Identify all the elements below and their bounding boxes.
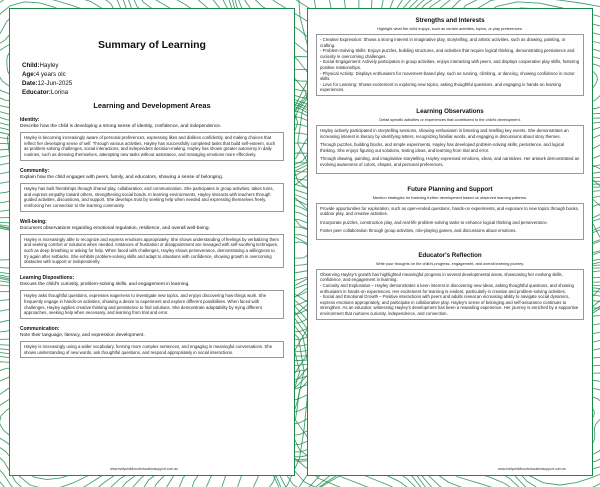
section-label: Identity: xyxy=(20,117,40,123)
identity-section xyxy=(20,117,284,161)
section-heading: Learning Observations xyxy=(416,107,484,115)
section-description: Discuss the child's curiosity, problem-solving skills, and engagement in learning. xyxy=(20,282,190,288)
page-title: Summary of Learning xyxy=(98,39,206,51)
strengths-section xyxy=(308,17,592,96)
section-heading: Strengths and Interests xyxy=(415,17,485,24)
summary-page-left xyxy=(9,8,295,476)
section-text-box: Hayley asks thoughtful questions, expresses eagerness to investigate new topics, and enjoys discovering how things work. She frequently engage in hands-on activities, showing a desire to experiment and explore different possibilities. When faced with challenges, Hayley applies creative thinking and persistence to find solutions. She demonstrate adaptability by trying different approaches, seeking help when necessary, and learning from trial and error. xyxy=(20,290,284,319)
section-label: Well-being: xyxy=(20,218,47,225)
reflection-box xyxy=(316,269,584,320)
child-label: Child: xyxy=(22,62,40,69)
section-label: Community: xyxy=(20,167,50,174)
section-text-box: Hayley has built friendships through shared play, collaboration, and communication. She participates in group activities, takes turns, and express empathy toward others, strengthening social bonds. In learning environments, Hayley interacts with teachers through guided activities, discussions, and support. She develops trust by seeking help when needed and expressing themselves freely, reinforcing her connection to the learning community. xyxy=(20,183,284,212)
strength-item: - Physical Activity: Displays enthusiasm for movement-based play, such as running, climbing, or dancing, showing confidence in motor skills. xyxy=(320,70,575,82)
section-heading: Educator's Reflection xyxy=(418,251,482,259)
summary-page-right xyxy=(307,8,593,476)
reflection-section xyxy=(308,252,592,320)
section-text-box: Hayley is increasingly able to recognize and express emotions appropriately. She shows understanding of feelings by verbalizing them and seeking comfort or solutions when needed. Instances of frustration or disappointment are managed with self-soothing techniques, such as deep breathing or asking for help. When faced with challenges, Hayley shows perseverance, demonstrating a willingness to try again after setbacks. She exhibits problem-solving skills and adapt to situations with confidence, showing growth in overcoming obstacles with support or independently. xyxy=(20,234,284,269)
strength-item: - Creative Expression: Shows a strong interest in imaginative play, storytelling, and artistic activities, such as drawing, painting, or crafting. xyxy=(320,37,566,48)
observations-box xyxy=(316,125,584,174)
wellbeing-section xyxy=(20,219,284,269)
section-text-box: Hayley is becoming increasingly aware of personal preferences, expressing likes and dislikes confidently, and making choices that reflect her developing sense of self. Through various activities, Hayley has successfully completed tasks that build self-esteem, such as problem-solving challenges, social interactions, and independent decision-making. Hayley has shown greater autonomy in daily routines, such as dressing themselves, attempting new tasks without assistance, and managing emotions more effectively. xyxy=(20,132,284,161)
strength-item: - Love for Learning: Shows excitement in exploring new topics, asking thoughtful questions, and engaging in hands-on learning experiences. xyxy=(320,81,562,93)
child-info xyxy=(22,61,294,97)
section-label: Communication: xyxy=(20,325,60,332)
section-description: Document observations regarding emotional regulation, resilience, and overall well-being. xyxy=(20,225,210,231)
future-planning-section xyxy=(308,186,592,240)
reflection-item: - Curiosity and Exploration – Hayley demonstrates a keen interest in discovering new ideas, asking thoughtful questions, and showing enthusiasm in hands-on experiences. Her excitement for learning is evident, particularly in creative and problem-solving activities. xyxy=(320,283,574,294)
section-text-box: Hayley is increasingly using a wider vocabulary, forming more complex sentences, and engaging in meaningful conversations. She shows understanding of new words, ask thoughtful questions, and respond appropriately in social interactions. xyxy=(20,341,284,358)
planning-paragraph: Incorporate puzzles, construction play, and real-life problem-solving tasks to enhance logical thinking and perseverance. xyxy=(320,219,549,225)
section-heading: Future Planning and Support xyxy=(407,185,493,193)
observation-paragraph: Hayley actively participated in storytelling sessions, showing enthusiasm in listening and retelling key events. She demonstrates an increasing interest in literacy by identifying letters, recognizing familiar words, and engaging in discussions about story themes. xyxy=(320,127,569,139)
footer-url: www.earlychildhoodeducationsupport.com.au xyxy=(498,467,567,471)
date-label: Date: xyxy=(22,80,38,87)
child-age: 4 years olc xyxy=(35,71,66,78)
strength-item: - Social Engagement: Actively participates in group activities, enjoys interacting with peers, and displays cooperative play skills, fostering positive relationships. xyxy=(320,59,580,70)
footer-url: www.earlychildhoodeducationsupport.com.au xyxy=(110,467,179,471)
section-description: Describe how the child is developing a strong sense of identity, confidence, and independence. xyxy=(20,124,222,129)
future-planning-box xyxy=(316,203,584,240)
section-heading: Learning and Development Areas xyxy=(93,101,211,110)
observation-paragraph: Through puzzles, building blocks, and simple experiments, Hayley has developed problem-solving skills, persistence, and logical thinking. She enjoys figuring out solutions, testing ideas, and learning from trial and error. xyxy=(320,142,565,153)
section-subtitle: Mention strategies for fostering further development based on observed learning patterns. xyxy=(372,194,528,200)
child-name: Hayley xyxy=(39,62,59,69)
report-date: 12-Jun-2025 xyxy=(37,80,73,87)
section-subtitle: Highlight what the child enjoys, such as certain activities, topics, or play preferences. xyxy=(377,26,523,31)
age-label: Age: xyxy=(22,71,36,78)
section-label: Learning Dispositions: xyxy=(20,275,75,282)
strength-item: - Problem-Solving Skills: Enjoys puzzles, building structures, and activities that require logical thinking, demonstrating persistence and curiosity in overcoming challenges. xyxy=(320,48,575,59)
planning-paragraph: Foster peer collaboration through group activities, role-playing games, and discussions about emotions. xyxy=(320,228,517,234)
strengths-box xyxy=(316,34,584,96)
section-description: Explain how the child engages with peers, family, and educators, showing a sense of belonging. xyxy=(20,174,224,180)
reflection-item: - Social and Emotional Growth – Positive interactions with peers and adults reveal an increasing ability to navigate social dynamics, express emotions appropriately, and participate in collaborative play. Hayley's sense of belonging and self-assurance continues to strengthen. As an educator, witnessing Hayley's development has been a rewarding experience. Her journey is enriched by a supportive environment that nurtures curiosity, independence, and connection. xyxy=(320,294,579,317)
planning-paragraph: Provide opportunities for exploration, such as open-ended questions, hands-on experiments, and exposure to new topics through books, outdoor play, and creative activities. xyxy=(320,205,579,217)
section-description: Note their language, literacy, and expression development. xyxy=(20,332,145,338)
section-subtitle: Write your thoughts on the child's progress, engagement, and overall learning journey. xyxy=(375,260,525,266)
learning-dispositions-section xyxy=(20,275,284,319)
reflection-item: Observing Hayley's growth has highlighted meaningful progress in several developmental areas, showcasing her evolving skills, confidence, and engagement in learning. xyxy=(320,271,563,283)
educator-name: Lorina xyxy=(50,89,69,96)
community-section xyxy=(20,168,284,212)
communication-section xyxy=(20,326,284,358)
section-subtitle: Detail specific activities or experiences that contributed to the child's development. xyxy=(379,116,521,122)
educator-label: Educator: xyxy=(22,89,51,96)
observation-paragraph: Through drawing, painting, and imaginative storytelling, Hayley expressed emotions, ideas, and narratives. Her artwork demonstrated an evolving awareness of colors, shapes, and personal preferences. xyxy=(320,156,580,167)
observations-section xyxy=(308,108,592,174)
